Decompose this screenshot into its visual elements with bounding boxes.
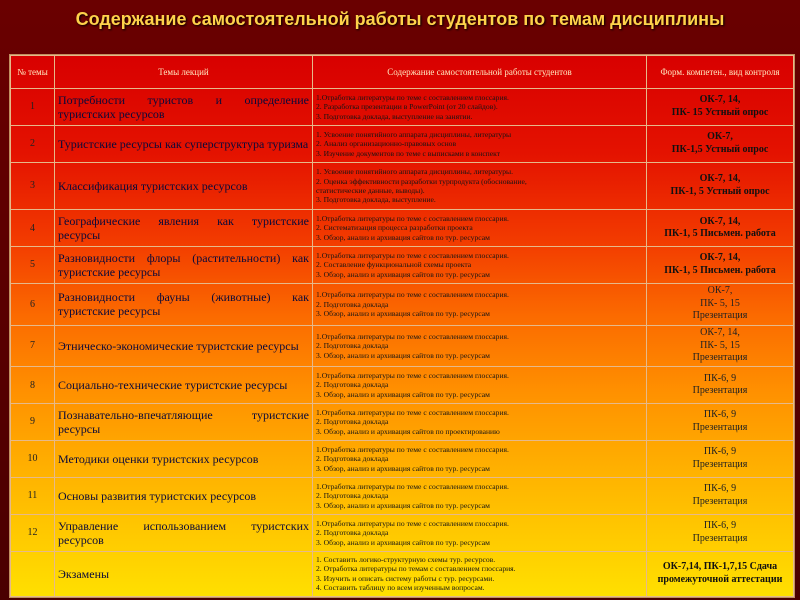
task-line: 1.Отработка литературы по теме с составлением глоссария. <box>316 331 509 341</box>
table-row <box>11 247 794 284</box>
topic-title: Управление использованием туристских ресурсов <box>55 514 313 551</box>
task-line: 3. Обзор, анализ и архивация сайтов по тур. ресурсам <box>316 269 490 279</box>
competence-line: ПК-1, 5 Письмен. работа <box>664 264 776 276</box>
task-line: 1. Усвоение понятийного аппарата дисциплины, литературы. <box>316 167 514 177</box>
topic-title: Классификация туристских ресурсов <box>55 162 313 209</box>
topic-tasks <box>313 440 647 477</box>
competence-line: ПК-6, 9 <box>703 372 737 384</box>
competence-line: ОК-7, <box>707 131 733 143</box>
task-line: 2. Подготовка доклада <box>316 454 389 464</box>
topic-title: Потребности туристов и определение туристских ресурсов <box>55 89 313 126</box>
topic-number: 1 <box>11 89 55 126</box>
topic-title: Экзамены <box>55 551 313 596</box>
competence-line: ПК- 5, 15 <box>700 339 740 351</box>
topic-tasks <box>313 477 647 514</box>
competence-line: ПК-6, 9 <box>703 409 737 421</box>
task-line: 1.Отработка литературы по теме с составлением глоссария. <box>316 370 509 380</box>
table-row <box>11 367 794 404</box>
competence-line: ОК-7, 14, <box>700 327 740 339</box>
task-line: 3. Обзор, анализ и архивация сайтов по тур. ресурсам <box>316 389 490 399</box>
task-line: 1.Отработка литературы по теме с составлением глоссария. <box>316 518 509 528</box>
task-line: 1.Отработка литературы по теме с составлением глоссария. <box>316 444 509 454</box>
table-row <box>11 210 794 247</box>
task-line: 3. Обзор, анализ и архивация сайтов по тур. ресурсам <box>316 308 490 318</box>
topic-tasks <box>313 89 647 126</box>
competence-line: ОК-7, 14, <box>699 173 741 185</box>
task-line: 1.Отработка литературы по теме с составлением глоссария. <box>316 407 509 417</box>
task-line: 1.Отработка литературы по теме с составлением глоссария. <box>316 92 509 102</box>
task-line: 2. Подготовка доклада <box>316 380 389 390</box>
competence-control <box>647 367 794 404</box>
table-header-row <box>11 56 794 89</box>
topic-tasks <box>313 514 647 551</box>
topic-number: 10 <box>11 440 55 477</box>
task-line: 2. Отработка литературы по темам с составлением глоссария. <box>316 564 516 574</box>
topic-number: 2 <box>11 125 55 162</box>
topic-tasks <box>313 404 647 441</box>
page-title: Содержание самостоятельной работы студентов по темам дисциплины <box>75 9 725 29</box>
table-row <box>11 89 794 126</box>
task-line: 3. Обзор, анализ и архивация сайтов по проектированию <box>316 426 500 436</box>
topic-title: Разновидности флоры (растительности) как туристские ресурсы <box>55 247 313 284</box>
competence-control <box>647 89 794 126</box>
task-line: 2. Оценка эффективности разработки турпродукта (обоснование, <box>316 176 527 186</box>
topic-tasks <box>313 325 647 367</box>
competence-line: ОК-7, 14, <box>699 252 741 264</box>
table-row <box>11 514 794 551</box>
topic-title: Познавательно-впечатляющие туристские ресурсы <box>55 404 313 441</box>
task-line: 3. Обзор, анализ и архивация сайтов по тур. ресурсам <box>316 232 490 242</box>
task-line: 1. Усвоение понятийного аппарата дисциплины, литературы <box>316 129 512 139</box>
task-line: 2. Подготовка доклада <box>316 341 389 351</box>
task-line: 1.Отработка литературы по теме с составлением глоссария. <box>316 213 509 223</box>
competence-line: ПК-1, 5 Письмен. работа <box>664 228 776 240</box>
task-line: 3. Подготовка доклада, выступление. <box>316 195 436 205</box>
topic-tasks <box>313 367 647 404</box>
task-line: 2. Анализ организационно-правовых основ <box>316 139 457 149</box>
task-line: 1.Отработка литературы по теме с составлением глоссария. <box>316 250 509 260</box>
table-row <box>11 162 794 209</box>
competence-line: Презентация <box>692 495 748 507</box>
competence-line: Презентация <box>692 421 748 433</box>
topic-title: Социально-технические туристские ресурсы <box>55 367 313 404</box>
table-body <box>11 89 794 597</box>
table-row <box>11 283 794 325</box>
competence-line: ПК-6, 9 <box>703 483 737 495</box>
topic-title: Этническо-экономические туристские ресурсы <box>55 325 313 367</box>
topic-number: 11 <box>11 477 55 514</box>
task-line: 2. Систематизация процесса разработки проекта <box>316 223 473 233</box>
task-line: статистические данные, выводы). <box>316 185 425 195</box>
table-row <box>11 125 794 162</box>
competence-control <box>647 210 794 247</box>
topic-tasks <box>313 283 647 325</box>
task-line: 3. Обзор, анализ и архивация сайтов по тур. ресурсам <box>316 463 490 473</box>
topic-number: 6 <box>11 283 55 325</box>
competence-line: промежуточной аттестации <box>657 573 783 585</box>
header-comp: Форм. компетен., вид контроля <box>647 56 794 89</box>
topic-tasks <box>313 125 647 162</box>
topic-tasks <box>313 162 647 209</box>
competence-control <box>647 325 794 367</box>
topic-tasks <box>313 210 647 247</box>
topic-title: Разновидности фауны (животные) как туристские ресурсы <box>55 283 313 325</box>
task-line: 3. Подготовка доклада, выступление на занятии. <box>316 111 473 121</box>
header-num: № темы <box>11 56 55 89</box>
competence-control <box>647 247 794 284</box>
task-line: 4. Составить таблицу по всем изученным вопросам. <box>316 583 485 593</box>
task-line: 2. Составление функциональной схемы проекта <box>316 260 472 270</box>
competence-line: ПК-6, 9 <box>703 446 737 458</box>
task-line: 2. Подготовка доклада <box>316 417 389 427</box>
table-row <box>11 551 794 596</box>
competence-line: ОК-7,14, ПК-1,7,15 Сдача <box>662 561 778 573</box>
competence-line: ПК-6, 9 <box>703 520 737 532</box>
competence-control <box>647 283 794 325</box>
task-line: 2. Подготовка доклада <box>316 299 389 309</box>
task-line: 3. Обзор, анализ и архивация сайтов по тур. ресурсам <box>316 500 490 510</box>
task-line: 3. Изучить и описать систему работы с тур. ресурсами. <box>316 573 495 583</box>
competence-line: ПК- 15 Устный опрос <box>671 106 769 118</box>
topic-number: 5 <box>11 247 55 284</box>
task-line: 2. Разработка презентации в PowerPoint (от 20 слайдов). <box>316 102 498 112</box>
topic-tasks <box>313 551 647 596</box>
competence-line: ОК-7, <box>707 285 733 297</box>
competence-control <box>647 404 794 441</box>
task-line: 1.Отработка литературы по теме с составлением глоссария. <box>316 481 509 491</box>
task-line: 1.Отработка литературы по теме с составлением глоссария. <box>316 290 509 300</box>
competence-line: Презентация <box>692 310 748 322</box>
topic-number: 3 <box>11 162 55 209</box>
competence-control <box>647 477 794 514</box>
competence-line: Презентация <box>692 532 748 544</box>
table-row <box>11 440 794 477</box>
task-line: 1. Составить логико-структурную схемы тур. ресурсов. <box>316 555 496 565</box>
competence-control <box>647 162 794 209</box>
task-line: 3. Изучение документов по теме с выписками в конспект <box>316 148 501 158</box>
header-topic: Темы лекций <box>55 56 313 89</box>
topic-number <box>11 551 55 596</box>
topic-number: 8 <box>11 367 55 404</box>
competence-control <box>647 551 794 596</box>
topics-table <box>10 55 794 597</box>
competence-line: ОК-7, 14, <box>699 215 741 227</box>
table-row <box>11 325 794 367</box>
topic-title: Основы развития туристских ресурсов <box>55 477 313 514</box>
competence-line: ПК-1, 5 Устный опрос <box>670 185 770 197</box>
topic-number: 7 <box>11 325 55 367</box>
competence-line: Презентация <box>692 385 748 397</box>
competence-control <box>647 514 794 551</box>
header-tasks: Содержание самостоятельной работы студентов <box>313 56 647 89</box>
topic-number: 9 <box>11 404 55 441</box>
topic-title: Методики оценки туристских ресурсов <box>55 440 313 477</box>
competence-line: Презентация <box>692 352 748 364</box>
competence-line: ПК- 5, 15 <box>700 297 740 309</box>
topics-table-container <box>9 54 795 598</box>
competence-control <box>647 440 794 477</box>
table-row <box>11 477 794 514</box>
topic-title: Туристские ресурсы как суперструктура туризма <box>55 125 313 162</box>
task-line: 2. Подготовка доклада <box>316 491 389 501</box>
competence-line: Презентация <box>692 458 748 470</box>
topic-title: Географические явления как туристские ресурсы <box>55 210 313 247</box>
competence-control <box>647 125 794 162</box>
topic-number: 12 <box>11 514 55 551</box>
topic-number: 4 <box>11 210 55 247</box>
task-line: 3. Обзор, анализ и архивация сайтов по тур. ресурсам <box>316 537 490 547</box>
competence-line: ОК-7, 14, <box>699 94 741 106</box>
topic-tasks <box>313 247 647 284</box>
table-row <box>11 404 794 441</box>
task-line: 3. Обзор, анализ и архивация сайтов по тур. ресурсам <box>316 350 490 360</box>
competence-line: ПК-1,5 Устный опрос <box>671 143 769 155</box>
task-line: 2. Подготовка доклада <box>316 528 389 538</box>
